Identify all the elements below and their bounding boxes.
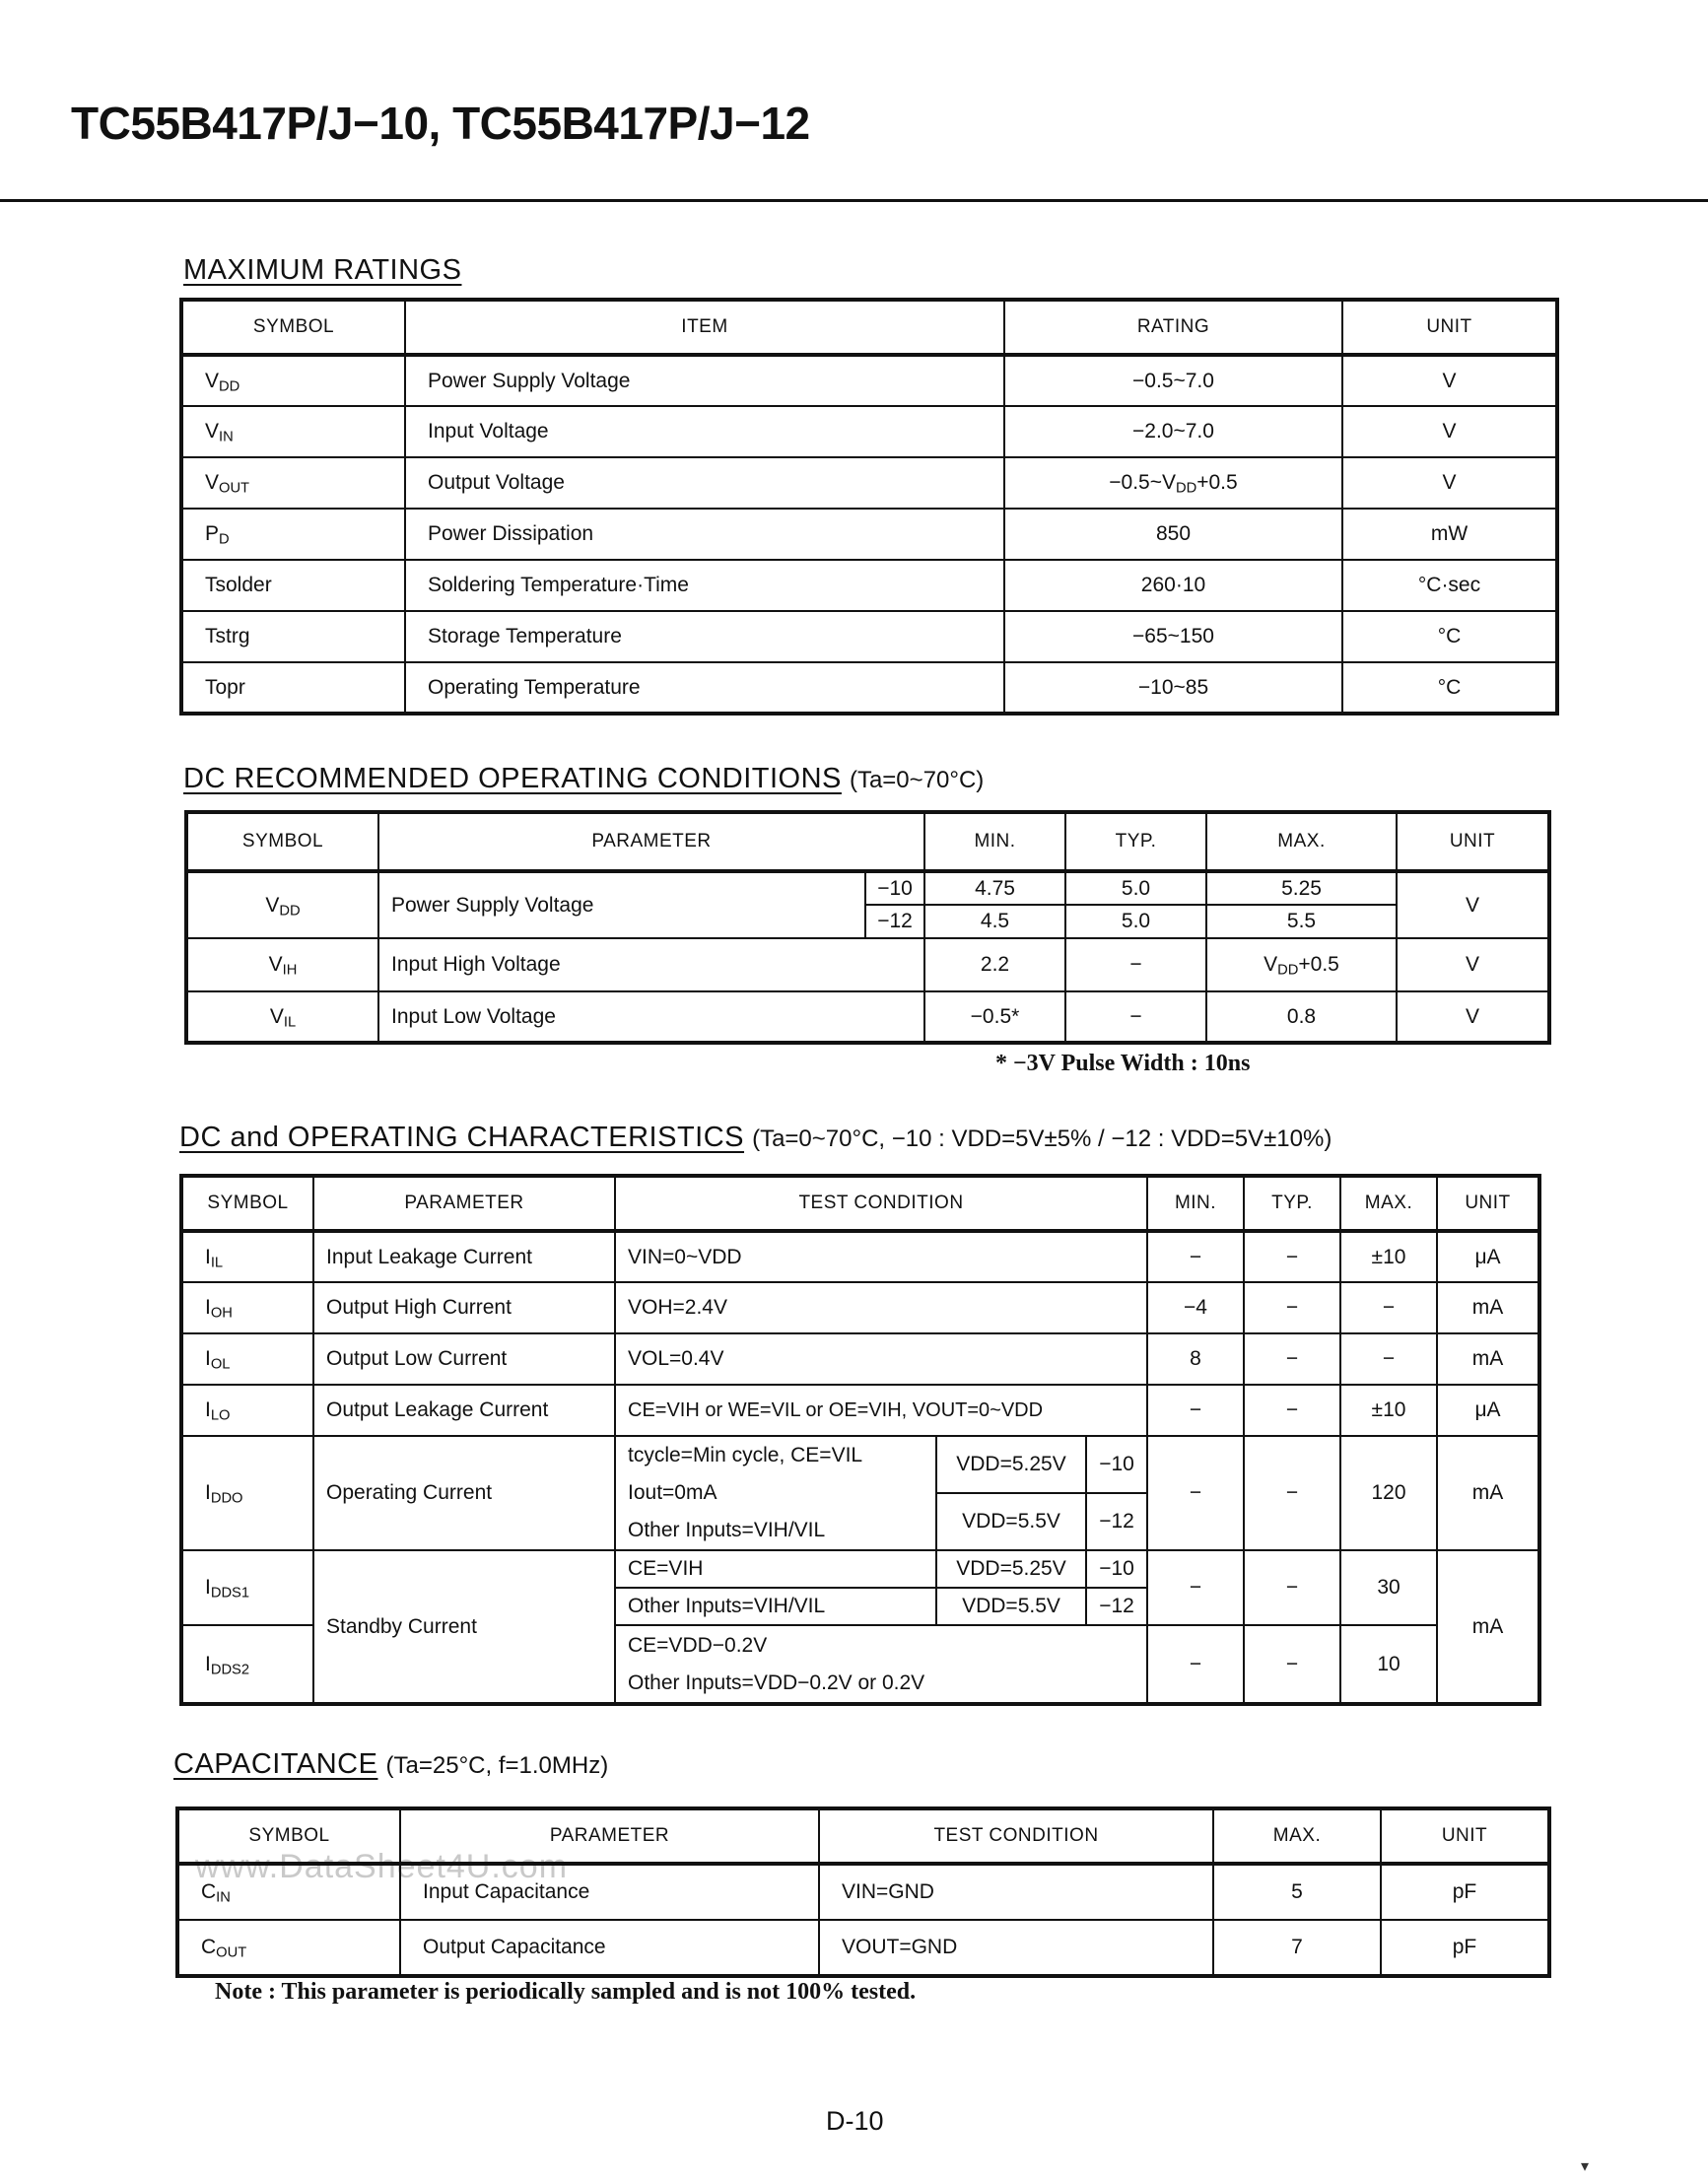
max-cell: 30 — [1340, 1550, 1437, 1625]
symbol-cell: $I_{IL}$ — [181, 1231, 313, 1282]
parameter-cell: Output High Current — [313, 1282, 615, 1333]
test-condition-cell: VOH=2.4V — [615, 1282, 1147, 1333]
capacitance-heading — [173, 1748, 608, 1781]
table-row — [177, 1864, 1549, 1920]
speed-tag: −12 — [865, 905, 924, 938]
parameter-cell: Standby Current — [313, 1550, 615, 1704]
col-symbol: SYMBOL — [181, 1176, 313, 1231]
test-condition-cell: VIN=GND — [819, 1864, 1213, 1920]
rating-cell: −2.0~7.0 — [1004, 406, 1342, 457]
item-cell: Input Voltage — [405, 406, 1004, 457]
table-row — [181, 1550, 1539, 1588]
symbol-cell: $V_{DD}$ — [181, 355, 405, 406]
unit-cell: °C·sec — [1342, 560, 1557, 611]
max-cell: 5.5 — [1206, 905, 1397, 938]
test-condition-line: Other Inputs=VIH/VIL — [615, 1588, 936, 1625]
unit-cell: mA — [1437, 1550, 1539, 1704]
col-symbol: SYMBOL — [181, 300, 405, 355]
max-cell: ±10 — [1340, 1231, 1437, 1282]
typ-cell: − — [1065, 991, 1206, 1043]
dc-rec-heading — [183, 763, 984, 795]
symbol-cell: $I_{OL}$ — [181, 1333, 313, 1385]
parameter-cell: Output Capacitance — [400, 1920, 819, 1976]
min-cell: − — [1147, 1625, 1244, 1704]
item-cell: Storage Temperature — [405, 611, 1004, 662]
test-condition-cell — [615, 1436, 936, 1550]
table-header-row — [186, 812, 1549, 871]
test-condition-cell: VOL=0.4V — [615, 1333, 1147, 1385]
symbol-cell: $P_D$ — [181, 509, 405, 560]
unit-cell: mA — [1437, 1282, 1539, 1333]
min-cell: 8 — [1147, 1333, 1244, 1385]
dc-char-title: DC and OPERATING CHARACTERISTICS — [179, 1122, 745, 1153]
typ-cell: − — [1244, 1550, 1340, 1625]
max-cell: 5 — [1213, 1864, 1381, 1920]
rating-cell: $-0.5\sim V_{DD}+0.5$ — [1004, 457, 1342, 509]
dc-rec-title: DC RECOMMENDED OPERATING CONDITIONS — [183, 763, 842, 794]
test-condition-cell: VIN=0~VDD — [615, 1231, 1147, 1282]
typ-cell: 5.0 — [1065, 871, 1206, 905]
capacitance-table — [175, 1806, 1551, 1978]
title-rule — [0, 199, 1708, 202]
typ-cell: − — [1244, 1436, 1340, 1550]
rating-cell: 850 — [1004, 509, 1342, 560]
dc-rec-footnote: * −3V Pulse Width : 10ns — [995, 1051, 1251, 1076]
speed-tag: −10 — [865, 871, 924, 905]
typ-cell: − — [1244, 1625, 1340, 1704]
test-condition-cell: VOUT=GND — [819, 1920, 1213, 1976]
capacitance-condition: (Ta=25°C, f=1.0MHz) — [385, 1752, 609, 1779]
symbol-cell: $V_{IH}$ — [186, 938, 378, 991]
col-symbol: SYMBOL — [177, 1808, 400, 1864]
table-row — [181, 1231, 1539, 1282]
speed-tag: −10 — [1086, 1436, 1147, 1493]
col-test-condition: TEST CONDITION — [615, 1176, 1147, 1231]
symbol-cell: $I_{DDS1}$ — [181, 1550, 313, 1625]
table-row — [181, 355, 1557, 406]
table-row — [177, 1920, 1549, 1976]
table-row — [186, 991, 1549, 1043]
unit-cell: °C — [1342, 662, 1557, 714]
speed-tag: −10 — [1086, 1550, 1147, 1588]
min-cell: − — [1147, 1231, 1244, 1282]
unit-cell: mA — [1437, 1333, 1539, 1385]
parameter-cell: Power Supply Voltage — [378, 871, 865, 938]
min-cell: − — [1147, 1385, 1244, 1436]
max-cell: 7 — [1213, 1920, 1381, 1976]
symbol-cell: $V_{OUT}$ — [181, 457, 405, 509]
rating-cell: −65~150 — [1004, 611, 1342, 662]
parameter-cell: Input Low Voltage — [378, 991, 924, 1043]
unit-cell: V — [1342, 355, 1557, 406]
table-row — [181, 560, 1557, 611]
col-symbol: SYMBOL — [186, 812, 378, 871]
vdd-condition-cell: VDD=5.5V — [936, 1493, 1086, 1550]
symbol-cell: Topr — [181, 662, 405, 714]
speed-tag: −12 — [1086, 1588, 1147, 1625]
min-cell: − — [1147, 1550, 1244, 1625]
max-cell: 10 — [1340, 1625, 1437, 1704]
item-cell: Power Supply Voltage — [405, 355, 1004, 406]
max-cell: − — [1340, 1333, 1437, 1385]
test-condition-line: Other Inputs=VIH/VIL — [628, 1519, 826, 1541]
test-condition-line: CE=VDD−0.2V — [615, 1625, 1147, 1665]
dc-char-table — [179, 1174, 1541, 1706]
parameter-cell: Input High Voltage — [378, 938, 924, 991]
typ-cell: − — [1244, 1333, 1340, 1385]
parameter-cell: Operating Current — [313, 1436, 615, 1550]
col-min: MIN. — [924, 812, 1065, 871]
parameter-cell: Input Capacitance — [400, 1864, 819, 1920]
watermark: www.DataSheet4U.com — [195, 1848, 569, 1885]
table-row — [181, 611, 1557, 662]
max-ratings-table — [179, 298, 1559, 716]
symbol-cell: $C_{IN}$ — [177, 1864, 400, 1920]
table-row — [181, 1385, 1539, 1436]
symbol-cell: $I_{DDO}$ — [181, 1436, 313, 1550]
rating-cell: −0.5~7.0 — [1004, 355, 1342, 406]
unit-cell: V — [1397, 871, 1549, 938]
symbol-cell: $I_{LO}$ — [181, 1385, 313, 1436]
col-unit: UNIT — [1397, 812, 1549, 871]
test-condition-line: Iout=0mA — [628, 1481, 717, 1504]
min-cell: −0.5* — [924, 991, 1065, 1043]
max-cell: $V_{DD}+0.5$ — [1206, 938, 1397, 991]
item-cell: Soldering Temperature·Time — [405, 560, 1004, 611]
col-max: MAX. — [1206, 812, 1397, 871]
symbol-cell: $I_{DDS2}$ — [181, 1625, 313, 1704]
max-ratings-heading — [183, 254, 461, 287]
table-row — [186, 871, 1549, 905]
test-condition-line: CE=VIH — [615, 1550, 936, 1588]
unit-cell: V — [1397, 991, 1549, 1043]
unit-cell: V — [1342, 457, 1557, 509]
max-cell: 5.25 — [1206, 871, 1397, 905]
capacitance-title: CAPACITANCE — [173, 1748, 378, 1780]
typ-cell: − — [1244, 1282, 1340, 1333]
unit-cell: μA — [1437, 1385, 1539, 1436]
table-row — [181, 1282, 1539, 1333]
col-test-condition: TEST CONDITION — [819, 1808, 1213, 1864]
corner-mark-icon: ▾ — [1581, 2158, 1590, 2175]
col-item: ITEM — [405, 300, 1004, 355]
table-row — [181, 406, 1557, 457]
min-cell: 4.75 — [924, 871, 1065, 905]
col-parameter: PARAMETER — [378, 812, 924, 871]
min-cell: −4 — [1147, 1282, 1244, 1333]
table-row — [181, 1436, 1539, 1493]
test-condition-cell: CE=VIH or WE=VIL or OE=VIH, VOUT=0~VDD — [615, 1385, 1147, 1436]
symbol-cell: $V_{IN}$ — [181, 406, 405, 457]
rating-cell: 260·10 — [1004, 560, 1342, 611]
vdd-condition-cell: VDD=5.25V — [936, 1436, 1086, 1493]
max-cell: ±10 — [1340, 1385, 1437, 1436]
unit-cell: V — [1397, 938, 1549, 991]
symbol-cell: $I_{OH}$ — [181, 1282, 313, 1333]
symbol-cell: Tstrg — [181, 611, 405, 662]
table-row — [181, 457, 1557, 509]
symbol-cell: Tsolder — [181, 560, 405, 611]
item-cell: Operating Temperature — [405, 662, 1004, 714]
test-condition-line: Other Inputs=VDD−0.2V or 0.2V — [615, 1665, 1147, 1704]
unit-cell: mA — [1437, 1436, 1539, 1550]
unit-cell: pF — [1381, 1864, 1549, 1920]
unit-cell: μA — [1437, 1231, 1539, 1282]
max-cell: 120 — [1340, 1436, 1437, 1550]
col-max: MAX. — [1340, 1176, 1437, 1231]
unit-cell: V — [1342, 406, 1557, 457]
col-max: MAX. — [1213, 1808, 1381, 1864]
symbol-cell: $C_{OUT}$ — [177, 1920, 400, 1976]
document-title: TC55B417P/J−10, TC55B417P/J−12 — [71, 98, 810, 149]
table-row — [181, 509, 1557, 560]
dc-rec-condition: (Ta=0~70°C) — [849, 767, 985, 793]
min-cell: 2.2 — [924, 938, 1065, 991]
table-row — [186, 938, 1549, 991]
col-rating: RATING — [1004, 300, 1342, 355]
parameter-cell: Output Low Current — [313, 1333, 615, 1385]
test-condition-line: tcycle=Min cycle, CE=VIL — [628, 1444, 863, 1466]
max-ratings-title: MAXIMUM RATINGS — [183, 254, 462, 286]
table-header-row — [181, 1176, 1539, 1231]
table-row — [181, 662, 1557, 714]
vdd-condition-cell: VDD=5.25V — [936, 1550, 1086, 1588]
col-parameter: PARAMETER — [400, 1808, 819, 1864]
dc-rec-table — [184, 810, 1551, 1045]
vdd-condition-cell: VDD=5.5V — [936, 1588, 1086, 1625]
parameter-cell: Input Leakage Current — [313, 1231, 615, 1282]
typ-cell: − — [1244, 1385, 1340, 1436]
unit-cell: °C — [1342, 611, 1557, 662]
item-cell: Output Voltage — [405, 457, 1004, 509]
rating-cell: −10~85 — [1004, 662, 1342, 714]
min-cell: − — [1147, 1436, 1244, 1550]
min-cell: 4.5 — [924, 905, 1065, 938]
symbol-cell: $V_{IL}$ — [186, 991, 378, 1043]
page-number: D-10 — [826, 2106, 884, 2136]
item-cell: Power Dissipation — [405, 509, 1004, 560]
col-min: MIN. — [1147, 1176, 1244, 1231]
typ-cell: − — [1244, 1231, 1340, 1282]
symbol-cell: $V_{DD}$ — [186, 871, 378, 938]
typ-cell: − — [1065, 938, 1206, 991]
unit-cell: pF — [1381, 1920, 1549, 1976]
table-row — [181, 1333, 1539, 1385]
col-parameter: PARAMETER — [313, 1176, 615, 1231]
dc-char-condition: (Ta=0~70°C, −10 : VDD=5V±5% / −12 : VDD=5V±10%) — [752, 1125, 1332, 1152]
col-typ: TYP. — [1244, 1176, 1340, 1231]
table-header-row — [177, 1808, 1549, 1864]
col-typ: TYP. — [1065, 812, 1206, 871]
parameter-cell: Output Leakage Current — [313, 1385, 615, 1436]
max-cell: − — [1340, 1282, 1437, 1333]
col-unit: UNIT — [1381, 1808, 1549, 1864]
col-unit: UNIT — [1437, 1176, 1539, 1231]
col-unit: UNIT — [1342, 300, 1557, 355]
unit-cell: mW — [1342, 509, 1557, 560]
dc-char-heading — [179, 1122, 1332, 1154]
max-cell: 0.8 — [1206, 991, 1397, 1043]
speed-tag: −12 — [1086, 1493, 1147, 1550]
capacitance-note: Note : This parameter is periodically sampled and is not 100% tested. — [215, 1979, 917, 2005]
table-header-row — [181, 300, 1557, 355]
typ-cell: 5.0 — [1065, 905, 1206, 938]
